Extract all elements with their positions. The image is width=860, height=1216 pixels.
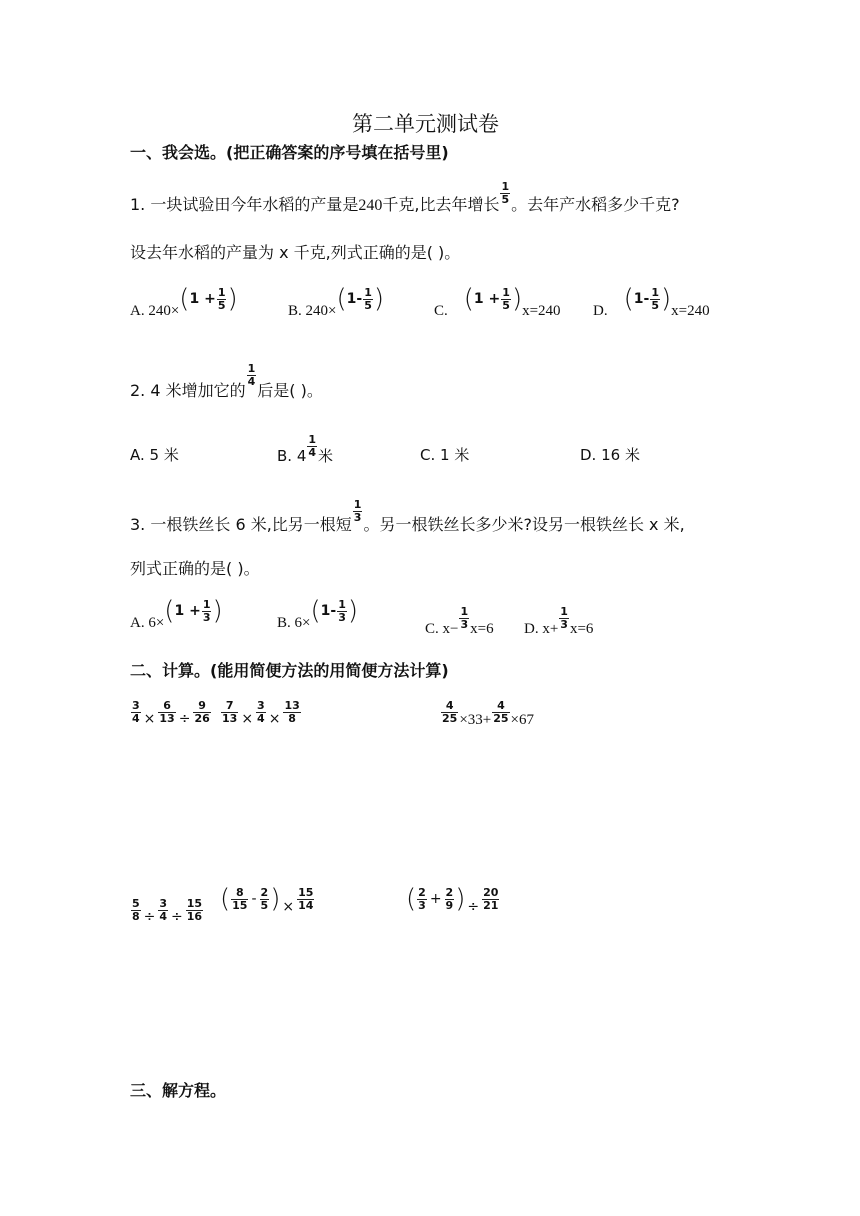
q3-fraction: $\frac{1}{3}$ bbox=[353, 498, 362, 524]
q3-option-a[interactable]: A. 6× ( 1 + $\frac{1}{3}$ ) bbox=[130, 596, 223, 631]
q3-option-b[interactable]: B. 6× ( 1- 1 3 ) bbox=[277, 596, 358, 631]
q1-text-b: 千克,比去年增长 bbox=[382, 195, 500, 214]
question-3-line-1: 3. 一根铁丝长 6 米,比另一根短 $\frac{1}{3}$ 。另一根铁丝长多少米?设另一根铁丝长 x 米, bbox=[130, 498, 685, 534]
q3-option-d[interactable]: D. x+ $\frac{1}{3}$ x=6 bbox=[524, 605, 594, 637]
q1-option-d[interactable]: D. ( 1- 1 5 ) x=240 bbox=[593, 284, 710, 319]
question-3-line-2: 列式正确的是( )。 bbox=[130, 559, 260, 578]
section-2-heading: 二、计算。(能用简便方法的用简便方法计算) bbox=[130, 661, 449, 680]
calc-expression-3: $\frac{4}{25}$ ×33+ $\frac{4}{25}$ ×67 bbox=[442, 699, 535, 728]
section-3-heading: 三、解方程。 bbox=[130, 1081, 227, 1100]
q1-option-b[interactable]: B. 240× ( 1- 1 5 ) bbox=[288, 284, 384, 319]
q1-text-c: 。去年产水稻多少千克? bbox=[511, 195, 680, 214]
q1-text-a: 1. 一块试验田今年水稻的产量是 bbox=[130, 195, 359, 214]
q2-option-b[interactable]: B. 4 $\frac{1}{4}$ 米 bbox=[277, 433, 334, 465]
calc-expression-2: $\frac{7}{13}$ × $\frac{3}{4}$ × $\frac{13}{8}$ bbox=[222, 699, 300, 727]
q2-fraction: $\frac{1}{4}$ bbox=[247, 362, 256, 388]
q2-option-a[interactable]: A. 5 米 bbox=[130, 446, 179, 464]
q1-option-a[interactable]: A. 240× ( 1 + $\frac{1}{5}$ ) bbox=[130, 284, 238, 319]
calc-expression-5: ( 8 15 - 2 5 ) × $\frac{15}{14}$ bbox=[220, 884, 314, 915]
calc-expression-4: $\frac{5}{8}$ ÷ $\frac{3}{4}$ ÷ $\frac{15}{16}$ bbox=[132, 897, 203, 925]
q3-option-c[interactable]: C. x− $\frac{1}{3}$ x=6 bbox=[425, 605, 494, 637]
q1-number: 240 bbox=[358, 197, 383, 214]
section-1-heading: 一、我会选。(把正确答案的序号填在括号里) bbox=[130, 143, 449, 162]
q2-option-d[interactable]: D. 16 米 bbox=[580, 446, 640, 464]
q1-fraction: $\frac{1}{5}$ bbox=[501, 180, 510, 206]
calc-expression-6: ( 2 3 + $\frac{2}{9}$ ) ÷ $\frac{20}{21}$ bbox=[406, 884, 499, 915]
q1-option-c[interactable]: C. ( 1 + $\frac{1}{5}$ ) x=240 bbox=[434, 284, 561, 319]
question-1-line-2: 设去年水稻的产量为 x 千克,列式正确的是( )。 bbox=[130, 243, 461, 262]
q2-option-c[interactable]: C. 1 米 bbox=[420, 446, 470, 464]
question-2: 2. 4 米增加它的 $\frac{1}{4}$ 后是( )。 bbox=[130, 362, 323, 400]
question-1-line-1 bbox=[130, 180, 680, 218]
calc-expression-1: $\frac{3}{4}$ × $\frac{6}{13}$ ÷ $\frac{9}{26}$ bbox=[132, 699, 210, 727]
page-title: 第二单元测试卷 bbox=[352, 112, 499, 136]
